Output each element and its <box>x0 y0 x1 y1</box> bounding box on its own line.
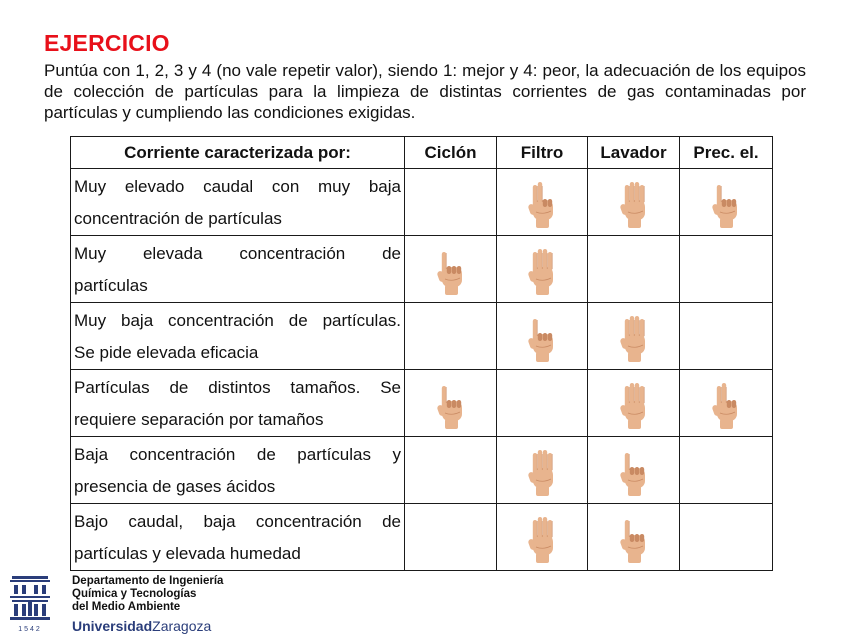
hand-counting-fingers-icon <box>436 245 466 295</box>
hand-counting-fingers-icon <box>619 312 649 362</box>
scoring-table <box>70 136 773 571</box>
score-cell-ciclon[interactable] <box>405 169 497 236</box>
score-cell-filtro[interactable] <box>497 370 588 437</box>
table-row <box>71 370 773 437</box>
table-header-row <box>71 137 773 169</box>
score-cell-filtro[interactable] <box>497 236 588 303</box>
score-cell-lavador[interactable] <box>588 303 680 370</box>
score-cell-prec-el[interactable] <box>680 437 773 504</box>
stream-description: Baja concentración de partículas y presencia de gases ácidos <box>71 437 405 504</box>
stream-description: Muy baja concentración de partículas. Se pide elevada eficacia <box>71 303 405 370</box>
university-building-logo-icon <box>8 574 52 634</box>
exercise-instructions: Puntúa con 1, 2, 3 y 4 (no vale repetir valor), siendo 1: mejor y 4: peor, la adecuación de los equipos de colección de partículas para la limpieza de distintas corrientes de gas contaminadas por partículas y cumpliendo las condiciones exigidas. <box>44 61 806 122</box>
hand-counting-fingers-icon <box>527 513 557 563</box>
table-row <box>71 169 773 236</box>
table-row <box>71 303 773 370</box>
hand-counting-fingers-icon <box>711 379 741 429</box>
hand-counting-fingers-icon <box>436 379 466 429</box>
score-cell-filtro[interactable] <box>497 303 588 370</box>
stream-description: Muy elevada concentración de partículas <box>71 236 405 303</box>
score-cell-lavador[interactable] <box>588 236 680 303</box>
hand-counting-fingers-icon <box>527 245 557 295</box>
score-cell-prec-el[interactable] <box>680 236 773 303</box>
department-name: Departamento de Ingeniería Química y Tecnologías del Medio Ambiente <box>72 575 224 613</box>
table-row <box>71 504 773 571</box>
score-cell-filtro[interactable] <box>497 437 588 504</box>
hand-counting-fingers-icon <box>619 379 649 429</box>
logo-year: 1542 <box>18 626 42 633</box>
score-cell-lavador[interactable] <box>588 370 680 437</box>
score-cell-prec-el[interactable] <box>680 303 773 370</box>
table-row <box>71 236 773 303</box>
exercise-title: EJERCICIO <box>44 30 170 56</box>
score-cell-filtro[interactable] <box>497 169 588 236</box>
score-cell-ciclon[interactable] <box>405 303 497 370</box>
score-cell-ciclon[interactable] <box>405 236 497 303</box>
stream-description: Muy elevado caudal con muy baja concentración de partículas <box>71 169 405 236</box>
header-lavador: Lavador <box>588 137 680 169</box>
score-cell-prec-el[interactable] <box>680 169 773 236</box>
table-row <box>71 437 773 504</box>
hand-counting-fingers-icon <box>619 446 649 496</box>
score-cell-ciclon[interactable] <box>405 504 497 571</box>
score-cell-ciclon[interactable] <box>405 437 497 504</box>
score-cell-ciclon[interactable] <box>405 370 497 437</box>
score-cell-lavador[interactable] <box>588 437 680 504</box>
university-name: UniversidadZaragoza <box>72 618 212 634</box>
hand-counting-fingers-icon <box>527 312 557 362</box>
score-cell-prec-el[interactable] <box>680 504 773 571</box>
hand-counting-fingers-icon <box>527 178 557 228</box>
hand-counting-fingers-icon <box>711 178 741 228</box>
hand-counting-fingers-icon <box>527 446 557 496</box>
header-stream: Corriente caracterizada por: <box>71 137 405 169</box>
score-cell-lavador[interactable] <box>588 169 680 236</box>
header-ciclon: Ciclón <box>405 137 497 169</box>
stream-description: Bajo caudal, baja concentración de partículas y elevada humedad <box>71 504 405 571</box>
score-cell-lavador[interactable] <box>588 504 680 571</box>
stream-description: Partículas de distintos tamaños. Se requiere separación por tamaños <box>71 370 405 437</box>
hand-counting-fingers-icon <box>619 513 649 563</box>
score-cell-filtro[interactable] <box>497 504 588 571</box>
header-prec-el: Prec. el. <box>680 137 773 169</box>
hand-counting-fingers-icon <box>619 178 649 228</box>
header-filtro: Filtro <box>497 137 588 169</box>
score-cell-prec-el[interactable] <box>680 370 773 437</box>
